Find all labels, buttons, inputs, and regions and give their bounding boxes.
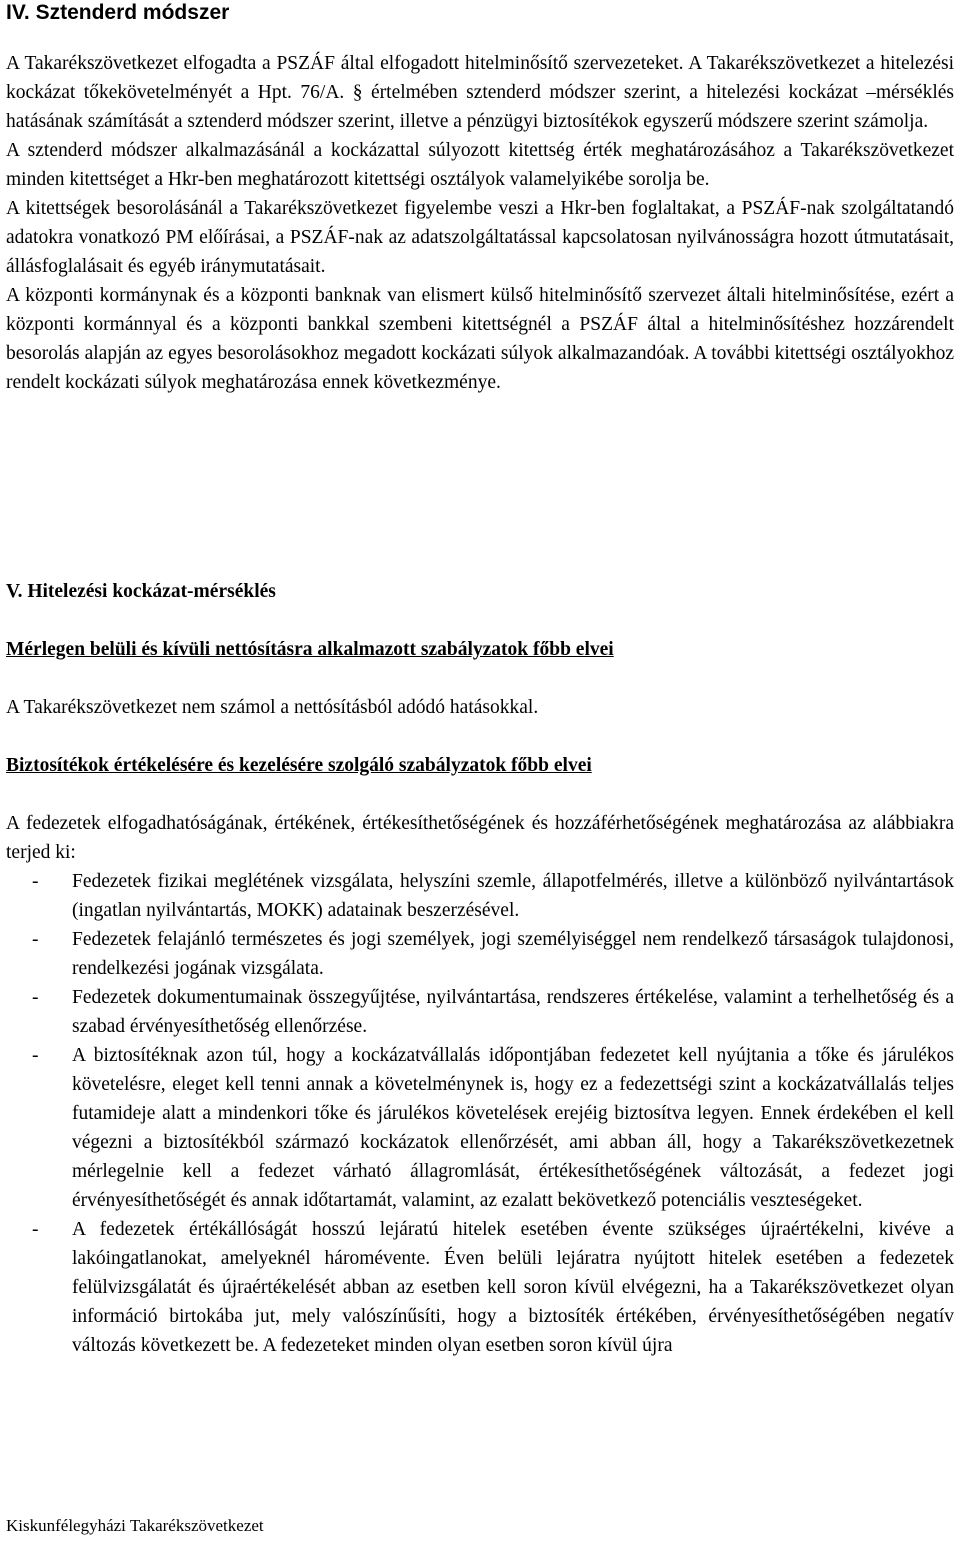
- section-5-title: V. Hitelezési kockázat-mérséklés: [6, 581, 276, 602]
- list-item-text: Fedezetek dokumentumainak összegyűjtése, nyilvántartása, rendszeres értékelése, valamint a terhelhetőség és a szabad érvényesíthetőség ellenőrzése.: [72, 987, 954, 1037]
- netting-text: A Takarékszövetkezet nem számol a nettósításból adódó hatásokkal.: [6, 697, 539, 718]
- list-item-text: A biztosítéknak azon túl, hogy a kockázatvállalás időpontjában fedezetet kell nyújtania a tőke és járulékos követelésre, eleget kell tenni annak a követelménynek is, hogy ez a fedezettségi szint a kockázatvállalás teljes futamideje alatt a mindenkori tőke és járulékos követelések erejéig biztosítva legyen. Ennek érdekében el kell végezni a biztosítékból származó kockázatok ellenőrzését, ami abban áll, hogy a Takarékszövetkezetnek mérlegelnie kell a fedezet várható állagromlását, értékesíthetőségének változását, a fedezet jogi érvényesíthetőségét és annak időtartamát, valamint, az ezalatt bekövetkező potenciális veszteségeket.: [72, 1045, 954, 1211]
- collateral-body: [6, 809, 954, 1360]
- list-item: [6, 1041, 954, 1215]
- collateral-intro: A fedezetek elfogadhatóságának, értékének, értékesíthetőségének és hozzáférhetőségének meghatározása az alábbiakra terjed ki:: [6, 813, 954, 863]
- section-4-paragraph-3: A kitettségek besorolásánál a Takarékszövetkezet figyelembe veszi a Hkr-ben foglaltakat, a PSZÁF-nak szolgáltatandó adatokra vonatkozó PM előírásai, a PSZÁF-nak az adatszolgáltatással kapcsolatosan nyilvánosságra hozott útmutatásait, állásfoglalásait és egyéb iránymutatásait.: [6, 198, 954, 277]
- netting-heading: Mérlegen belüli és kívüli nettósításra alkalmazott szabályzatok főbb elvei: [6, 639, 614, 660]
- list-dash: -: [32, 1219, 39, 1240]
- section-4-paragraph-1: A Takarékszövetkezet elfogadta a PSZÁF által elfogadott hitelminősítő szervezeteket. A Takarékszövetkezet a hitelezési kockázat tőkekövetelményét a Hpt. 76/A. § értelmében sztenderd módszer szerint, a hitelezési kockázat –mérséklés hatásának számítását a sztenderd módszer szerint, illetve a pénzügyi biztosítékok egyszerű módszere szerint számolja.: [6, 53, 954, 132]
- section-4-paragraph-4: A központi kormánynak és a központi banknak van elismert külső hitelminősítő szervezet általi hitelminősítése, ezért a központi kormánnyal és a központi bankkal szembeni kitettségnél a PSZÁF által a hitelminősítéshez hozzárendelt besorolás alapján az egyes besorolásokhoz megadott kockázati súlyok alkalmazandóak. A további kitettségi osztályokhoz rendelt kockázati súlyok meghatározása ennek következménye.: [6, 285, 954, 393]
- list-item: [6, 925, 954, 983]
- page-footer: Kiskunfélegyházi Takarékszövetkezet: [6, 1516, 264, 1535]
- list-item: [6, 867, 954, 925]
- list-item-text: A fedezetek értékállóságát hosszú lejáratú hitelek esetében évente szükséges újraértékelni, kivéve a lakóingatlanokat, amelyeknél háromévente. Éven belüli lejáratra nyújtott hitelek esetében a fedezetek felülvizsgálatát és újraértékelését abban az esetben kell soron kívül elvégezni, ha a Takarékszövetkezet olyan információ birtokába jut, mely valószínűsíti, hogy a biztosíték értékében, érvényesíthetőségében negatív változás következett be. A fedezeteket minden olyan esetben soron kívül újra: [72, 1219, 954, 1356]
- section-4-body: [6, 49, 954, 397]
- list-dash: -: [32, 987, 39, 1008]
- collateral-list: [6, 867, 954, 1360]
- collateral-heading: Biztosítékok értékelésére és kezelésére szolgáló szabályzatok főbb elvei: [6, 755, 592, 776]
- list-item-text: Fedezetek fizikai meglétének vizsgálata, helyszíni szemle, állapotfelmérés, illetve a különböző nyilvántartások (ingatlan nyilvántartás, MOKK) adatainak beszerzésével.: [72, 871, 954, 921]
- list-item-text: Fedezetek felajánló természetes és jogi személyek, jogi személyiséggel nem rendelkező társaságok tulajdonosi, rendelkezési jogának vizsgálata.: [72, 929, 954, 979]
- list-dash: -: [32, 1045, 39, 1066]
- list-item: [6, 1215, 954, 1360]
- section-4-paragraph-2: A sztenderd módszer alkalmazásánál a kockázattal súlyozott kitettség érték meghatározásához a Takarékszövetkezet minden kitettséget a Hkr-ben meghatározott kitettségi osztályok valamelyikébe sorolja be.: [6, 140, 954, 190]
- list-dash: -: [32, 871, 39, 892]
- list-item: [6, 983, 954, 1041]
- document-page: [6, 0, 954, 1356]
- list-dash: -: [32, 929, 39, 950]
- section-4-title: IV. Sztenderd módszer: [6, 1, 230, 24]
